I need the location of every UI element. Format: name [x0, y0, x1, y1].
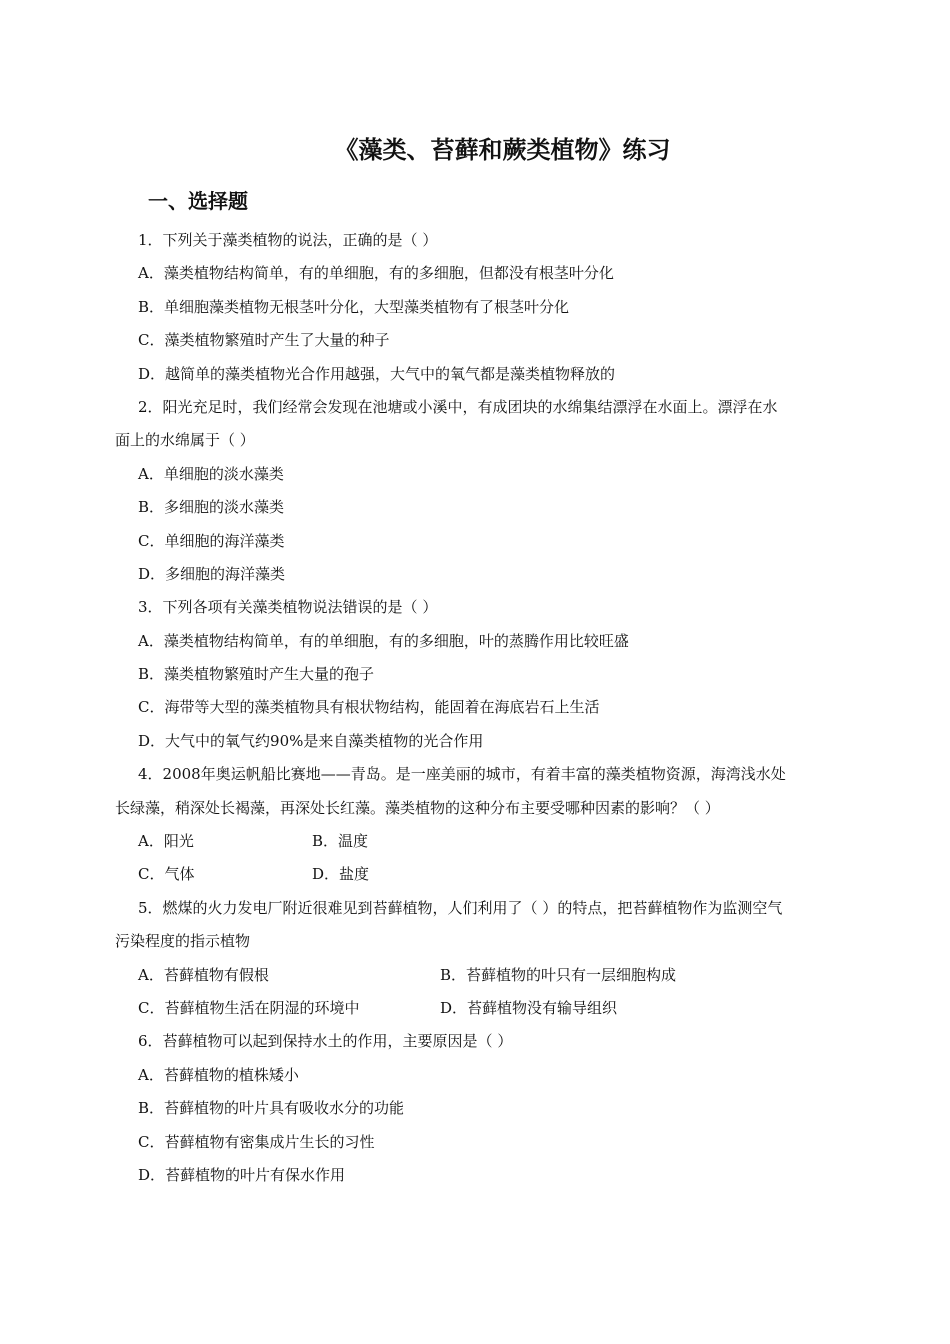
question-5-stem: 5．燃煤的火力发电厂附近很难见到苔藓植物，人们利用了（ ）的特点，把苔藓植物作为监测空气 — [138, 898, 783, 917]
question-5-options-row-2 — [115, 992, 845, 1025]
question-5-options-row-1 — [115, 959, 845, 992]
question-3-option-b: B．藻类植物繁殖时产生大量的孢子 — [138, 665, 375, 684]
question-4-options-row-1 — [115, 825, 845, 858]
question-4-option-d: D．盐度 — [312, 865, 370, 884]
question-1-stem: 1．下列关于藻类植物的说法，正确的是（ ） — [138, 231, 438, 249]
question-6-option-a: A．苔藓植物的植株矮小 — [138, 1065, 299, 1084]
question-2-option-d: D．多细胞的海洋藻类 — [138, 564, 286, 583]
question-4-options-row-2 — [115, 858, 845, 891]
question-6-stem: 6．苔藓植物可以起到保持水土的作用，主要原因是（ ） — [138, 1032, 513, 1051]
question-3-option-d: D．大气中的氧气约90%是来自藻类植物的光合作用 — [138, 731, 484, 750]
question-2-option-c: C．单细胞的海洋藻类 — [138, 531, 285, 550]
question-1-option-a: A．藻类植物结构简单，有的单细胞，有的多细胞，但都没有根茎叶分化 — [138, 264, 614, 283]
section-heading: 一、选择题 — [148, 189, 248, 213]
question-2-stem: 2．阳光充足时，我们经常会发现在池塘或小溪中，有成团块的水绵集结漂浮在水面上。漂浮在水 — [138, 397, 778, 416]
question-4-stem: 4．2008年奥运帆船比赛地——青岛。是一座美丽的城市，有着丰富的藻类植物资源，海湾浅水处 — [138, 765, 786, 784]
question-list — [115, 224, 845, 1192]
question-5-option-d: D．苔藓植物没有输导组织 — [440, 998, 618, 1017]
question-6-option-b: B．苔藓植物的叶片具有吸收水分的功能 — [138, 1099, 405, 1118]
question-3-option-c: C．海带等大型的藻类植物具有根状物结构，能固着在海底岩石上生活 — [138, 698, 600, 717]
question-5-stem-continued: 污染程度的指示植物 — [115, 932, 251, 951]
page-title: 《藻类、苔藓和蕨类植物》练习 — [334, 136, 671, 164]
question-3-stem: 3．下列各项有关藻类植物说法错误的是（ ） — [138, 598, 438, 617]
question-4-stem-continued: 长绿藻，稍深处长褐藻，再深处长红藻。藻类植物的这种分布主要受哪种因素的影响？（ ） — [115, 798, 720, 817]
question-6-option-d: D．苔藓植物的叶片有保水作用 — [138, 1165, 346, 1184]
question-2-stem-continued: 面上的水绵属于（ ） — [115, 431, 255, 450]
question-6-option-c: C．苔藓植物有密集成片生长的习性 — [138, 1132, 375, 1151]
question-4-option-a: A．阳光 — [138, 832, 194, 851]
question-1-option-b: B．单细胞藻类植物无根茎叶分化，大型藻类植物有了根茎叶分化 — [138, 297, 570, 316]
question-5-option-b: B．苔藓植物的叶只有一层细胞构成 — [440, 965, 677, 984]
question-1-option-c: C．藻类植物繁殖时产生了大量的种子 — [138, 331, 390, 350]
question-2-option-a: A．单细胞的淡水藻类 — [138, 464, 284, 483]
question-4-option-c: C．气体 — [138, 865, 195, 884]
question-1-option-d: D．越简单的藻类植物光合作用越强，大气中的氧气都是藻类植物释放的 — [138, 364, 616, 383]
question-5-option-a: A．苔藓植物有假根 — [138, 965, 269, 984]
question-3-option-a: A．藻类植物结构简单，有的单细胞，有的多细胞，叶的蒸腾作用比较旺盛 — [138, 631, 629, 650]
question-4-option-b: B．温度 — [312, 832, 369, 851]
question-5-option-c: C．苔藓植物生活在阴湿的环境中 — [138, 998, 360, 1017]
question-2-option-b: B．多细胞的淡水藻类 — [138, 498, 285, 517]
